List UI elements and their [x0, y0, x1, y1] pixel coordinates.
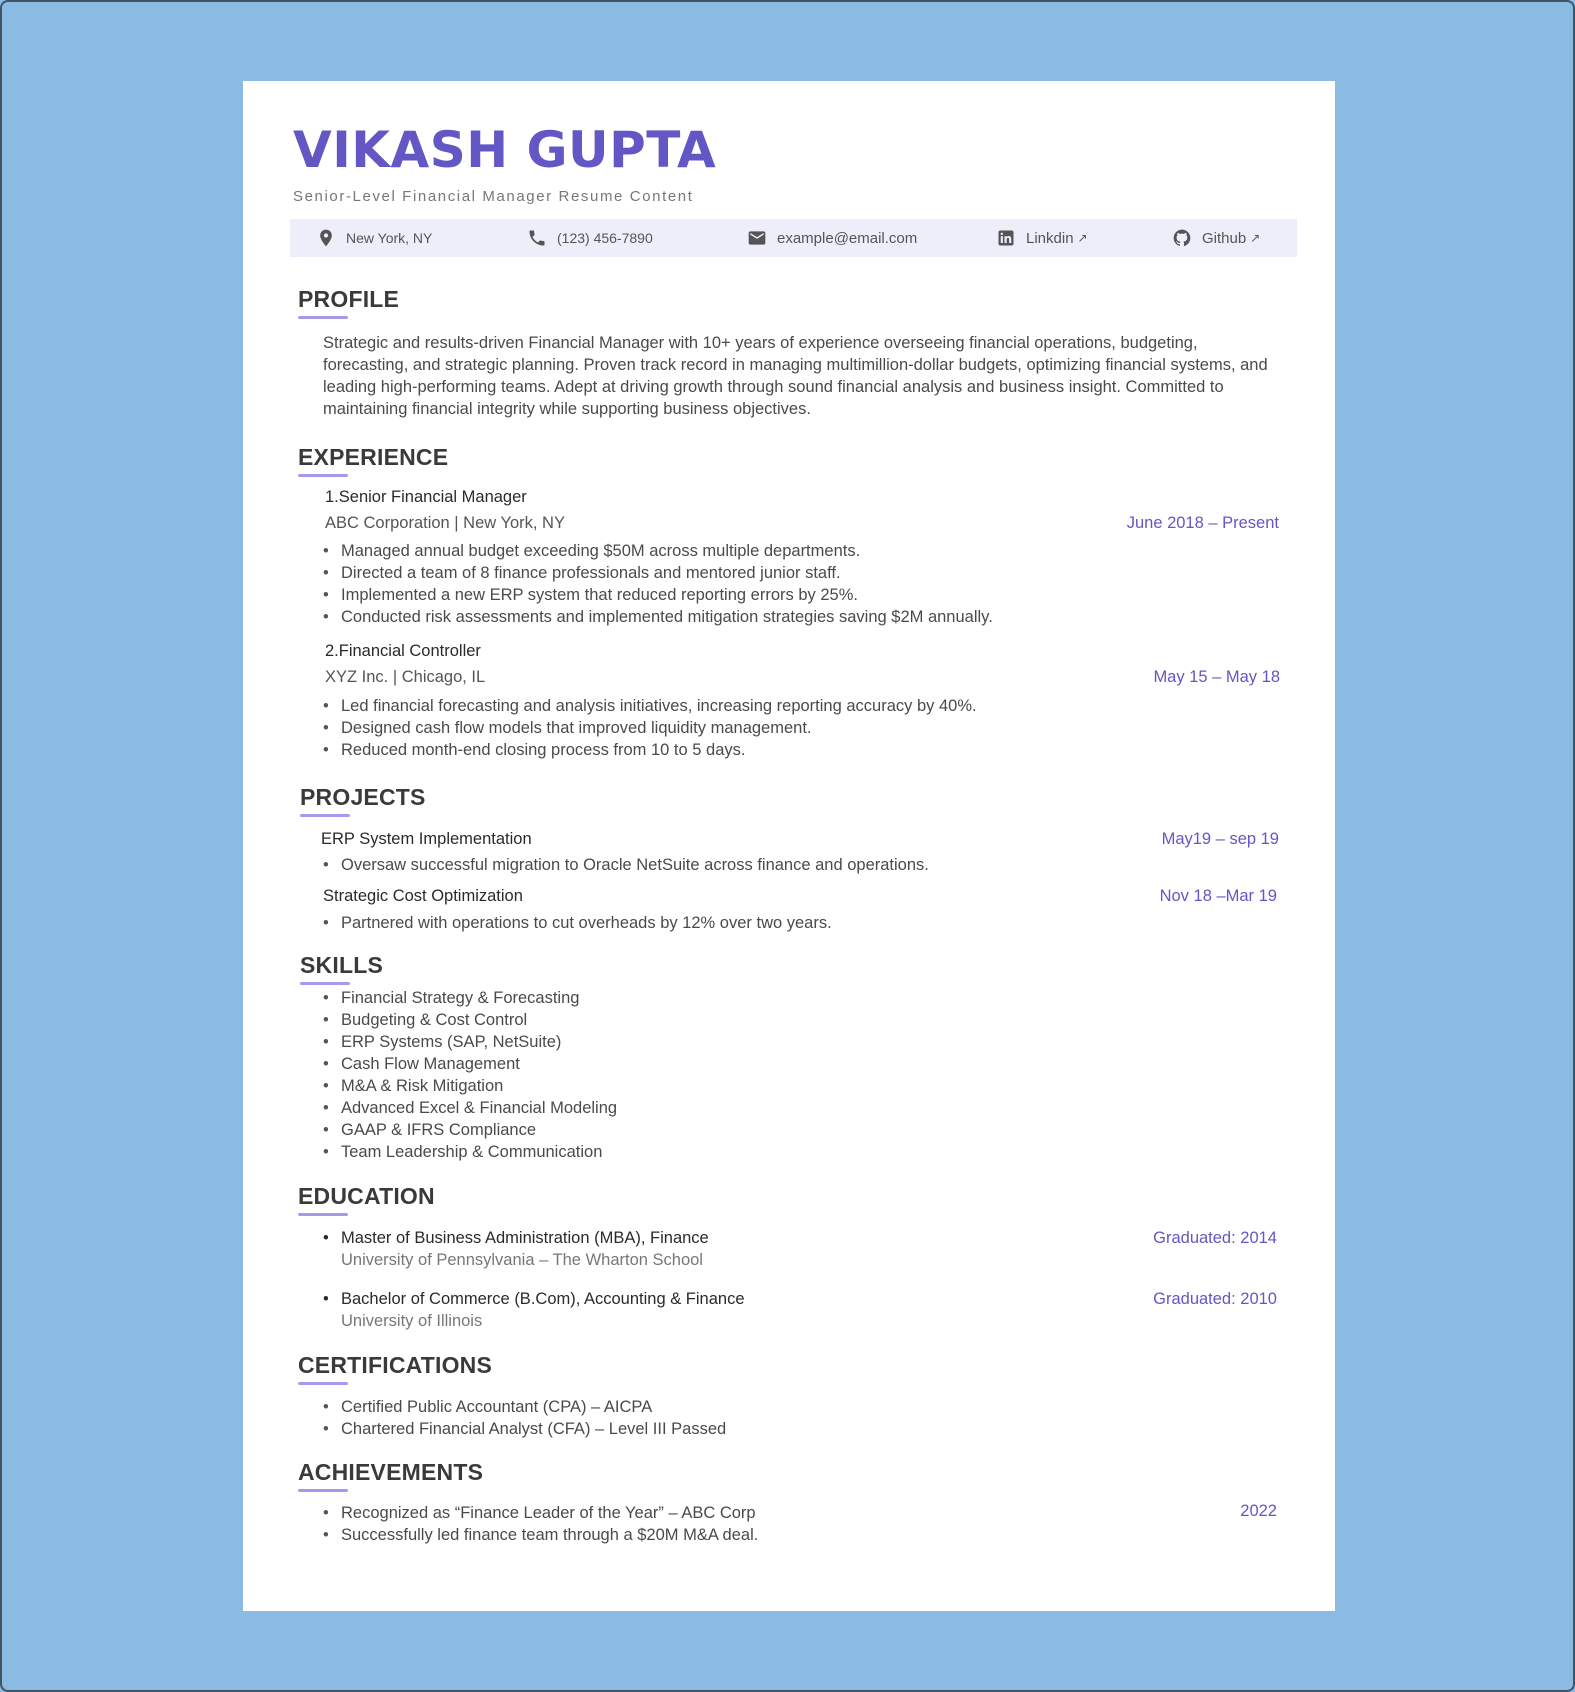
project-date: May19 – sep 19 [1161, 830, 1279, 848]
skill-item: • Financial Strategy & Forecasting [323, 987, 617, 1009]
section-skills [300, 952, 383, 985]
contact-bar [290, 219, 1297, 257]
list-item: • Partnered with operations to cut overheads by 12% over two years. [323, 912, 832, 934]
project-date: Nov 18 –Mar 19 [1159, 887, 1277, 905]
mail-icon [747, 228, 767, 248]
section-experience [298, 444, 448, 477]
list-item: • Led financial forecasting and analysis initiatives, increasing reporting accuracy by 40%. [323, 695, 977, 717]
project-bullets [323, 854, 929, 876]
github-link[interactable] [1172, 219, 1260, 257]
section-underline [298, 1489, 348, 1492]
project-name: ERP System Implementation [321, 830, 532, 848]
linkedin-text: Linkdin [1026, 229, 1074, 247]
phone-text: (123) 456-7890 [557, 230, 653, 246]
project-bullets [323, 912, 832, 934]
job-date: June 2018 – Present [1126, 514, 1279, 532]
list-item: • Managed annual budget exceeding $50M across multiple departments. [323, 540, 993, 562]
github-icon [1172, 228, 1192, 248]
section-title: PROFILE [298, 286, 400, 312]
email-text: example@email.com [777, 229, 918, 247]
achievement-item: • Recognized as “Finance Leader of the Year” – ABC Corp [323, 1502, 758, 1524]
section-underline [300, 814, 350, 817]
job-title: 2.Financial Controller [325, 642, 481, 660]
section-underline [300, 982, 350, 985]
github-text: Github [1202, 229, 1247, 247]
certifications-list [323, 1396, 726, 1440]
section-underline [298, 1382, 348, 1385]
profile-summary: Strategic and results-driven Financial Manager with 10+ years of experience overseeing financial operations, budgeting, forecasting, and strategic planning. Proven track record in managing multimillion-dollar budgets, optimizing financial systems, and leading high-performing teams. Adept at driving growth through sound financial analysis and business insight. Committed to maintaining financial integrity while supporting business objectives. [323, 334, 1268, 418]
section-underline [298, 316, 348, 319]
certification-item: • Certified Public Accountant (CPA) – AICPA [323, 1396, 726, 1418]
education-date: Graduated: 2014 [1153, 1229, 1277, 1247]
skill-item: • Budgeting & Cost Control [323, 1009, 617, 1031]
job-company: ABC Corporation | New York, NY [325, 514, 565, 532]
phone-icon [527, 228, 547, 248]
external-link-icon: ↗ [1077, 231, 1088, 245]
list-item: • Directed a team of 8 finance professionals and mentored junior staff. [323, 562, 993, 584]
contact-phone[interactable] [527, 219, 653, 257]
skill-item: • Advanced Excel & Financial Modeling [323, 1097, 617, 1119]
skill-item: • Cash Flow Management [323, 1053, 617, 1075]
resume-page [243, 81, 1335, 1611]
section-title: SKILLS [300, 952, 383, 978]
section-achievements [298, 1459, 483, 1492]
section-title: CERTIFICATIONS [298, 1352, 493, 1378]
certification-item: • Chartered Financial Analyst (CFA) – Level III Passed [323, 1418, 726, 1440]
external-link-icon: ↗ [1250, 231, 1261, 245]
section-title: EXPERIENCE [298, 444, 449, 470]
education-school: University of Pennsylvania – The Wharton School [341, 1251, 703, 1269]
achievement-item: • Successfully led finance team through a $20M M&A deal. [323, 1524, 758, 1546]
skills-list [323, 987, 617, 1163]
job-company: XYZ Inc. | Chicago, IL [325, 668, 486, 686]
section-title: PROJECTS [300, 784, 426, 810]
list-item: • Designed cash flow models that improved liquidity management. [323, 717, 977, 739]
skill-item: • M&A & Risk Mitigation [323, 1075, 617, 1097]
resume-subtitle: Senior-Level Financial Manager Resume Content [293, 188, 694, 205]
project-name: Strategic Cost Optimization [323, 887, 523, 905]
section-profile [298, 286, 399, 319]
job-bullets [323, 695, 977, 761]
location-pin-icon [316, 228, 336, 248]
section-projects [300, 784, 426, 817]
list-item: • Implemented a new ERP system that reduced reporting errors by 25%. [323, 584, 993, 606]
job-date: May 15 – May 18 [1153, 668, 1280, 686]
linkedin-icon [996, 228, 1016, 248]
section-title: EDUCATION [298, 1183, 435, 1209]
skill-item: • Team Leadership & Communication [323, 1141, 617, 1163]
education-degree: • Master of Business Administration (MBA), Finance [323, 1229, 709, 1248]
job-title: 1.Senior Financial Manager [325, 488, 527, 506]
section-underline [298, 1213, 348, 1216]
contact-email[interactable] [747, 219, 917, 257]
location-text: New York, NY [346, 230, 433, 246]
contact-location [316, 219, 432, 257]
list-item: • Conducted risk assessments and implemented mitigation strategies saving $2M annually. [323, 606, 993, 628]
section-underline [298, 474, 348, 477]
linkedin-link[interactable] [996, 219, 1088, 257]
section-title: ACHIEVEMENTS [298, 1459, 484, 1485]
section-certifications [298, 1352, 492, 1385]
skill-item: • GAAP & IFRS Compliance [323, 1119, 617, 1141]
skill-item: • ERP Systems (SAP, NetSuite) [323, 1031, 617, 1053]
job-bullets [323, 540, 993, 628]
education-date: Graduated: 2010 [1153, 1290, 1277, 1308]
education-degree: • Bachelor of Commerce (B.Com), Accounting & Finance [323, 1290, 745, 1309]
list-item: • Reduced month-end closing process from 10 to 5 days. [323, 739, 977, 761]
education-school: University of Illinois [341, 1312, 483, 1330]
candidate-name: VIKASH GUPTA [293, 121, 717, 179]
achievements-list [323, 1502, 758, 1546]
list-item: • Oversaw successful migration to Oracle NetSuite across finance and operations. [323, 854, 929, 876]
achievement-date: 2022 [1240, 1502, 1277, 1520]
section-education [298, 1183, 435, 1216]
